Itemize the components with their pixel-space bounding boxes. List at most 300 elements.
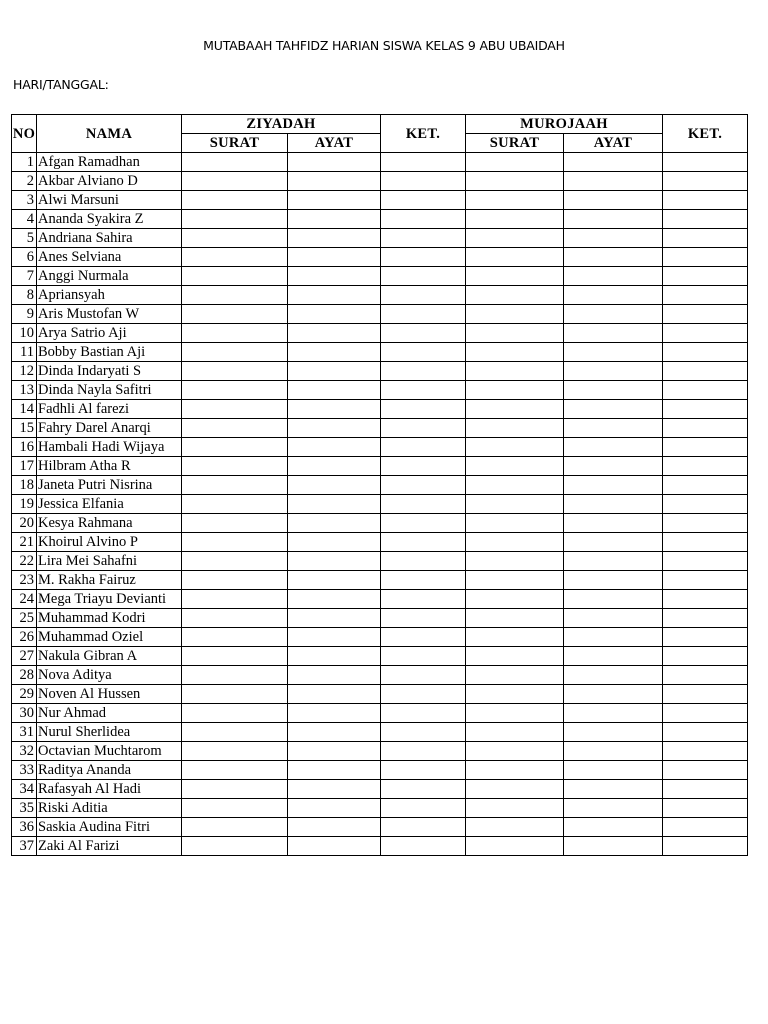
murojaah-surat-cell[interactable] bbox=[466, 343, 564, 362]
ziyadah-ayat-cell[interactable] bbox=[288, 324, 381, 343]
row-number: 22 bbox=[12, 552, 37, 571]
table-row bbox=[12, 742, 748, 761]
ziyadah-ayat-cell[interactable] bbox=[288, 837, 381, 856]
murojaah-ayat-cell[interactable] bbox=[564, 685, 663, 704]
murojaah-ket-cell[interactable] bbox=[663, 495, 748, 514]
ziyadah-surat-cell[interactable] bbox=[182, 552, 288, 571]
ziyadah-ayat-cell[interactable] bbox=[288, 400, 381, 419]
murojaah-ayat-cell[interactable] bbox=[564, 476, 663, 495]
ziyadah-ket-cell[interactable] bbox=[381, 761, 466, 780]
header-ket-murojaah: KET. bbox=[663, 115, 748, 153]
ziyadah-surat-cell[interactable] bbox=[182, 248, 288, 267]
murojaah-ket-cell[interactable] bbox=[663, 742, 748, 761]
murojaah-ket-cell[interactable] bbox=[663, 229, 748, 248]
ziyadah-ayat-cell[interactable] bbox=[288, 476, 381, 495]
murojaah-ket-cell[interactable] bbox=[663, 191, 748, 210]
ziyadah-surat-cell[interactable] bbox=[182, 400, 288, 419]
student-name: Dinda Nayla Safitri bbox=[37, 381, 182, 400]
murojaah-ayat-cell[interactable] bbox=[564, 704, 663, 723]
murojaah-ket-cell[interactable] bbox=[663, 457, 748, 476]
murojaah-surat-cell[interactable] bbox=[466, 495, 564, 514]
student-name: Nur Ahmad bbox=[37, 704, 182, 723]
ziyadah-ayat-cell[interactable] bbox=[288, 495, 381, 514]
ziyadah-surat-cell[interactable] bbox=[182, 362, 288, 381]
ziyadah-ayat-cell[interactable] bbox=[288, 229, 381, 248]
header-ket-ziyadah: KET. bbox=[381, 115, 466, 153]
ziyadah-ket-cell[interactable] bbox=[381, 267, 466, 286]
ziyadah-surat-cell[interactable] bbox=[182, 343, 288, 362]
murojaah-ket-cell[interactable] bbox=[663, 172, 748, 191]
header-murojaah-surat: SURAT bbox=[466, 134, 564, 153]
ziyadah-ayat-cell[interactable] bbox=[288, 704, 381, 723]
murojaah-ayat-cell[interactable] bbox=[564, 647, 663, 666]
murojaah-surat-cell[interactable] bbox=[466, 818, 564, 837]
murojaah-surat-cell[interactable] bbox=[466, 381, 564, 400]
ziyadah-surat-cell[interactable] bbox=[182, 818, 288, 837]
murojaah-ket-cell[interactable] bbox=[663, 552, 748, 571]
student-name: Rafasyah Al Hadi bbox=[37, 780, 182, 799]
murojaah-surat-cell[interactable] bbox=[466, 647, 564, 666]
row-number: 15 bbox=[12, 419, 37, 438]
table-row bbox=[12, 286, 748, 305]
ziyadah-ket-cell[interactable] bbox=[381, 742, 466, 761]
murojaah-surat-cell[interactable] bbox=[466, 153, 564, 172]
ziyadah-ayat-cell[interactable] bbox=[288, 381, 381, 400]
table-row bbox=[12, 324, 748, 343]
murojaah-surat-cell[interactable] bbox=[466, 210, 564, 229]
student-name: Raditya Ananda bbox=[37, 761, 182, 780]
ziyadah-ayat-cell[interactable] bbox=[288, 723, 381, 742]
murojaah-ayat-cell[interactable] bbox=[564, 590, 663, 609]
ziyadah-ayat-cell[interactable] bbox=[288, 609, 381, 628]
murojaah-surat-cell[interactable] bbox=[466, 305, 564, 324]
student-name: Nurul Sherlidea bbox=[37, 723, 182, 742]
murojaah-ket-cell[interactable] bbox=[663, 248, 748, 267]
murojaah-ayat-cell[interactable] bbox=[564, 286, 663, 305]
ziyadah-ayat-cell[interactable] bbox=[288, 552, 381, 571]
table-row bbox=[12, 438, 748, 457]
ziyadah-ket-cell[interactable] bbox=[381, 780, 466, 799]
murojaah-ket-cell[interactable] bbox=[663, 438, 748, 457]
ziyadah-surat-cell[interactable] bbox=[182, 780, 288, 799]
murojaah-ayat-cell[interactable] bbox=[564, 799, 663, 818]
ziyadah-ayat-cell[interactable] bbox=[288, 191, 381, 210]
murojaah-surat-cell[interactable] bbox=[466, 286, 564, 305]
ziyadah-ayat-cell[interactable] bbox=[288, 647, 381, 666]
ziyadah-surat-cell[interactable] bbox=[182, 438, 288, 457]
ziyadah-surat-cell[interactable] bbox=[182, 324, 288, 343]
ziyadah-ket-cell[interactable] bbox=[381, 172, 466, 191]
row-number: 24 bbox=[12, 590, 37, 609]
murojaah-ayat-cell[interactable] bbox=[564, 818, 663, 837]
murojaah-ket-cell[interactable] bbox=[663, 324, 748, 343]
table-row bbox=[12, 666, 748, 685]
table-row bbox=[12, 267, 748, 286]
murojaah-surat-cell[interactable] bbox=[466, 172, 564, 191]
ziyadah-surat-cell[interactable] bbox=[182, 628, 288, 647]
ziyadah-ket-cell[interactable] bbox=[381, 723, 466, 742]
ziyadah-surat-cell[interactable] bbox=[182, 153, 288, 172]
murojaah-ket-cell[interactable] bbox=[663, 153, 748, 172]
murojaah-ket-cell[interactable] bbox=[663, 362, 748, 381]
row-number: 1 bbox=[12, 153, 37, 172]
murojaah-ayat-cell[interactable] bbox=[564, 837, 663, 856]
murojaah-ket-cell[interactable] bbox=[663, 837, 748, 856]
ziyadah-surat-cell[interactable] bbox=[182, 229, 288, 248]
student-name: Anes Selviana bbox=[37, 248, 182, 267]
murojaah-ket-cell[interactable] bbox=[663, 381, 748, 400]
student-name: Zaki Al Farizi bbox=[37, 837, 182, 856]
murojaah-ayat-cell[interactable] bbox=[564, 400, 663, 419]
ziyadah-ayat-cell[interactable] bbox=[288, 248, 381, 267]
ziyadah-ayat-cell[interactable] bbox=[288, 685, 381, 704]
table-row bbox=[12, 381, 748, 400]
murojaah-ket-cell[interactable] bbox=[663, 780, 748, 799]
student-name: Nova Aditya bbox=[37, 666, 182, 685]
ziyadah-ket-cell[interactable] bbox=[381, 704, 466, 723]
ziyadah-surat-cell[interactable] bbox=[182, 286, 288, 305]
ziyadah-ayat-cell[interactable] bbox=[288, 742, 381, 761]
murojaah-ket-cell[interactable] bbox=[663, 286, 748, 305]
ziyadah-surat-cell[interactable] bbox=[182, 305, 288, 324]
ziyadah-surat-cell[interactable] bbox=[182, 761, 288, 780]
murojaah-surat-cell[interactable] bbox=[466, 362, 564, 381]
murojaah-ket-cell[interactable] bbox=[663, 419, 748, 438]
row-number: 16 bbox=[12, 438, 37, 457]
table-row bbox=[12, 761, 748, 780]
murojaah-ayat-cell[interactable] bbox=[564, 305, 663, 324]
murojaah-ayat-cell[interactable] bbox=[564, 742, 663, 761]
table-row bbox=[12, 457, 748, 476]
ziyadah-surat-cell[interactable] bbox=[182, 609, 288, 628]
murojaah-ayat-cell[interactable] bbox=[564, 780, 663, 799]
murojaah-surat-cell[interactable] bbox=[466, 552, 564, 571]
murojaah-ayat-cell[interactable] bbox=[564, 153, 663, 172]
murojaah-ket-cell[interactable] bbox=[663, 704, 748, 723]
murojaah-surat-cell[interactable] bbox=[466, 419, 564, 438]
student-name: Nakula Gibran A bbox=[37, 647, 182, 666]
table-row bbox=[12, 514, 748, 533]
ziyadah-ayat-cell[interactable] bbox=[288, 818, 381, 837]
table-row bbox=[12, 609, 748, 628]
murojaah-ket-cell[interactable] bbox=[663, 343, 748, 362]
ziyadah-surat-cell[interactable] bbox=[182, 381, 288, 400]
row-number: 33 bbox=[12, 761, 37, 780]
ziyadah-ayat-cell[interactable] bbox=[288, 514, 381, 533]
ziyadah-surat-cell[interactable] bbox=[182, 191, 288, 210]
murojaah-surat-cell[interactable] bbox=[466, 476, 564, 495]
row-number: 3 bbox=[12, 191, 37, 210]
ziyadah-ket-cell[interactable] bbox=[381, 305, 466, 324]
ziyadah-ket-cell[interactable] bbox=[381, 400, 466, 419]
ziyadah-ket-cell[interactable] bbox=[381, 799, 466, 818]
student-name: Janeta Putri Nisrina bbox=[37, 476, 182, 495]
murojaah-ket-cell[interactable] bbox=[663, 476, 748, 495]
murojaah-ket-cell[interactable] bbox=[663, 571, 748, 590]
table-row bbox=[12, 723, 748, 742]
ziyadah-ket-cell[interactable] bbox=[381, 666, 466, 685]
ziyadah-surat-cell[interactable] bbox=[182, 571, 288, 590]
student-name: Ananda Syakira Z bbox=[37, 210, 182, 229]
ziyadah-surat-cell[interactable] bbox=[182, 210, 288, 229]
ziyadah-ket-cell[interactable] bbox=[381, 229, 466, 248]
murojaah-surat-cell[interactable] bbox=[466, 533, 564, 552]
murojaah-surat-cell[interactable] bbox=[466, 780, 564, 799]
student-name: Afgan Ramadhan bbox=[37, 153, 182, 172]
ziyadah-ket-cell[interactable] bbox=[381, 609, 466, 628]
murojaah-ket-cell[interactable] bbox=[663, 647, 748, 666]
student-name: Muhammad Kodri bbox=[37, 609, 182, 628]
ziyadah-ayat-cell[interactable] bbox=[288, 153, 381, 172]
murojaah-surat-cell[interactable] bbox=[466, 267, 564, 286]
table-row bbox=[12, 248, 748, 267]
ziyadah-surat-cell[interactable] bbox=[182, 476, 288, 495]
ziyadah-ket-cell[interactable] bbox=[381, 476, 466, 495]
ziyadah-ayat-cell[interactable] bbox=[288, 628, 381, 647]
ziyadah-surat-cell[interactable] bbox=[182, 666, 288, 685]
ziyadah-surat-cell[interactable] bbox=[182, 799, 288, 818]
table-row bbox=[12, 818, 748, 837]
murojaah-ayat-cell[interactable] bbox=[564, 533, 663, 552]
row-number: 14 bbox=[12, 400, 37, 419]
murojaah-ayat-cell[interactable] bbox=[564, 571, 663, 590]
murojaah-ayat-cell[interactable] bbox=[564, 723, 663, 742]
ziyadah-ket-cell[interactable] bbox=[381, 419, 466, 438]
murojaah-ayat-cell[interactable] bbox=[564, 229, 663, 248]
row-number: 37 bbox=[12, 837, 37, 856]
student-name: M. Rakha Fairuz bbox=[37, 571, 182, 590]
murojaah-ket-cell[interactable] bbox=[663, 609, 748, 628]
ziyadah-ket-cell[interactable] bbox=[381, 438, 466, 457]
ziyadah-surat-cell[interactable] bbox=[182, 495, 288, 514]
attendance-table bbox=[11, 114, 748, 856]
murojaah-surat-cell[interactable] bbox=[466, 609, 564, 628]
ziyadah-ket-cell[interactable] bbox=[381, 153, 466, 172]
student-name: Anggi Nurmala bbox=[37, 267, 182, 286]
murojaah-ayat-cell[interactable] bbox=[564, 343, 663, 362]
row-number: 35 bbox=[12, 799, 37, 818]
murojaah-ket-cell[interactable] bbox=[663, 267, 748, 286]
student-name: Lira Mei Sahafni bbox=[37, 552, 182, 571]
murojaah-ket-cell[interactable] bbox=[663, 799, 748, 818]
ziyadah-ket-cell[interactable] bbox=[381, 343, 466, 362]
student-name: Hilbram Atha R bbox=[37, 457, 182, 476]
table-row bbox=[12, 476, 748, 495]
table-row bbox=[12, 837, 748, 856]
ziyadah-ayat-cell[interactable] bbox=[288, 172, 381, 191]
murojaah-ayat-cell[interactable] bbox=[564, 419, 663, 438]
murojaah-surat-cell[interactable] bbox=[466, 723, 564, 742]
ziyadah-ket-cell[interactable] bbox=[381, 552, 466, 571]
ziyadah-surat-cell[interactable] bbox=[182, 419, 288, 438]
table-row bbox=[12, 495, 748, 514]
table-row bbox=[12, 172, 748, 191]
ziyadah-ayat-cell[interactable] bbox=[288, 286, 381, 305]
ziyadah-ket-cell[interactable] bbox=[381, 818, 466, 837]
murojaah-surat-cell[interactable] bbox=[466, 742, 564, 761]
murojaah-surat-cell[interactable] bbox=[466, 248, 564, 267]
student-name: Aris Mustofan W bbox=[37, 305, 182, 324]
murojaah-ayat-cell[interactable] bbox=[564, 324, 663, 343]
murojaah-surat-cell[interactable] bbox=[466, 799, 564, 818]
murojaah-ayat-cell[interactable] bbox=[564, 267, 663, 286]
murojaah-ayat-cell[interactable] bbox=[564, 666, 663, 685]
murojaah-surat-cell[interactable] bbox=[466, 229, 564, 248]
ziyadah-ket-cell[interactable] bbox=[381, 571, 466, 590]
murojaah-ket-cell[interactable] bbox=[663, 514, 748, 533]
student-name: Khoirul Alvino P bbox=[37, 533, 182, 552]
ziyadah-surat-cell[interactable] bbox=[182, 533, 288, 552]
ziyadah-ket-cell[interactable] bbox=[381, 248, 466, 267]
ziyadah-ayat-cell[interactable] bbox=[288, 438, 381, 457]
ziyadah-surat-cell[interactable] bbox=[182, 457, 288, 476]
murojaah-surat-cell[interactable] bbox=[466, 191, 564, 210]
ziyadah-ket-cell[interactable] bbox=[381, 628, 466, 647]
murojaah-ket-cell[interactable] bbox=[663, 761, 748, 780]
ziyadah-ayat-cell[interactable] bbox=[288, 571, 381, 590]
murojaah-ket-cell[interactable] bbox=[663, 818, 748, 837]
ziyadah-ket-cell[interactable] bbox=[381, 381, 466, 400]
murojaah-ayat-cell[interactable] bbox=[564, 609, 663, 628]
row-number: 21 bbox=[12, 533, 37, 552]
ziyadah-ayat-cell[interactable] bbox=[288, 267, 381, 286]
murojaah-ayat-cell[interactable] bbox=[564, 457, 663, 476]
table-row bbox=[12, 799, 748, 818]
table-row bbox=[12, 229, 748, 248]
ziyadah-surat-cell[interactable] bbox=[182, 742, 288, 761]
murojaah-ket-cell[interactable] bbox=[663, 628, 748, 647]
ziyadah-ket-cell[interactable] bbox=[381, 324, 466, 343]
student-name: Bobby Bastian Aji bbox=[37, 343, 182, 362]
ziyadah-surat-cell[interactable] bbox=[182, 172, 288, 191]
row-number: 9 bbox=[12, 305, 37, 324]
ziyadah-ket-cell[interactable] bbox=[381, 590, 466, 609]
ziyadah-ket-cell[interactable] bbox=[381, 457, 466, 476]
student-name: Fahry Darel Anarqi bbox=[37, 419, 182, 438]
murojaah-ayat-cell[interactable] bbox=[564, 362, 663, 381]
row-number: 20 bbox=[12, 514, 37, 533]
ziyadah-ayat-cell[interactable] bbox=[288, 799, 381, 818]
ziyadah-ayat-cell[interactable] bbox=[288, 761, 381, 780]
murojaah-ket-cell[interactable] bbox=[663, 590, 748, 609]
murojaah-ket-cell[interactable] bbox=[663, 533, 748, 552]
murojaah-ket-cell[interactable] bbox=[663, 685, 748, 704]
header-no: NO bbox=[12, 115, 37, 153]
row-number: 8 bbox=[12, 286, 37, 305]
ziyadah-surat-cell[interactable] bbox=[182, 267, 288, 286]
ziyadah-ayat-cell[interactable] bbox=[288, 343, 381, 362]
ziyadah-surat-cell[interactable] bbox=[182, 704, 288, 723]
table-row bbox=[12, 533, 748, 552]
murojaah-surat-cell[interactable] bbox=[466, 666, 564, 685]
ziyadah-ket-cell[interactable] bbox=[381, 495, 466, 514]
murojaah-ayat-cell[interactable] bbox=[564, 210, 663, 229]
ziyadah-ket-cell[interactable] bbox=[381, 191, 466, 210]
murojaah-ayat-cell[interactable] bbox=[564, 248, 663, 267]
murojaah-ayat-cell[interactable] bbox=[564, 514, 663, 533]
student-name: Akbar Alviano D bbox=[37, 172, 182, 191]
row-number: 13 bbox=[12, 381, 37, 400]
murojaah-surat-cell[interactable] bbox=[466, 571, 564, 590]
student-name: Riski Aditia bbox=[37, 799, 182, 818]
murojaah-ket-cell[interactable] bbox=[663, 723, 748, 742]
ziyadah-ayat-cell[interactable] bbox=[288, 305, 381, 324]
murojaah-ayat-cell[interactable] bbox=[564, 552, 663, 571]
murojaah-ayat-cell[interactable] bbox=[564, 438, 663, 457]
murojaah-ket-cell[interactable] bbox=[663, 400, 748, 419]
murojaah-surat-cell[interactable] bbox=[466, 628, 564, 647]
row-number: 2 bbox=[12, 172, 37, 191]
ziyadah-ayat-cell[interactable] bbox=[288, 362, 381, 381]
murojaah-ket-cell[interactable] bbox=[663, 666, 748, 685]
murojaah-surat-cell[interactable] bbox=[466, 704, 564, 723]
murojaah-surat-cell[interactable] bbox=[466, 324, 564, 343]
row-number: 31 bbox=[12, 723, 37, 742]
ziyadah-ket-cell[interactable] bbox=[381, 685, 466, 704]
row-number: 28 bbox=[12, 666, 37, 685]
murojaah-surat-cell[interactable] bbox=[466, 514, 564, 533]
row-number: 23 bbox=[12, 571, 37, 590]
ziyadah-ayat-cell[interactable] bbox=[288, 590, 381, 609]
ziyadah-ket-cell[interactable] bbox=[381, 514, 466, 533]
ziyadah-ket-cell[interactable] bbox=[381, 286, 466, 305]
header-nama: NAMA bbox=[37, 115, 182, 153]
murojaah-ayat-cell[interactable] bbox=[564, 628, 663, 647]
murojaah-surat-cell[interactable] bbox=[466, 685, 564, 704]
ziyadah-ayat-cell[interactable] bbox=[288, 666, 381, 685]
ziyadah-surat-cell[interactable] bbox=[182, 647, 288, 666]
murojaah-surat-cell[interactable] bbox=[466, 400, 564, 419]
ziyadah-ayat-cell[interactable] bbox=[288, 533, 381, 552]
murojaah-ket-cell[interactable] bbox=[663, 305, 748, 324]
ziyadah-ket-cell[interactable] bbox=[381, 210, 466, 229]
murojaah-ket-cell[interactable] bbox=[663, 210, 748, 229]
table-row bbox=[12, 590, 748, 609]
table-row bbox=[12, 305, 748, 324]
row-number: 26 bbox=[12, 628, 37, 647]
ziyadah-ket-cell[interactable] bbox=[381, 362, 466, 381]
ziyadah-ket-cell[interactable] bbox=[381, 837, 466, 856]
ziyadah-surat-cell[interactable] bbox=[182, 514, 288, 533]
ziyadah-ket-cell[interactable] bbox=[381, 533, 466, 552]
row-number: 5 bbox=[12, 229, 37, 248]
murojaah-ayat-cell[interactable] bbox=[564, 191, 663, 210]
murojaah-ayat-cell[interactable] bbox=[564, 172, 663, 191]
student-name: Dinda Indaryati S bbox=[37, 362, 182, 381]
ziyadah-surat-cell[interactable] bbox=[182, 723, 288, 742]
ziyadah-ayat-cell[interactable] bbox=[288, 419, 381, 438]
student-name: Alwi Marsuni bbox=[37, 191, 182, 210]
murojaah-surat-cell[interactable] bbox=[466, 438, 564, 457]
murojaah-ayat-cell[interactable] bbox=[564, 381, 663, 400]
murojaah-surat-cell[interactable] bbox=[466, 837, 564, 856]
header-murojaah-ayat: AYAT bbox=[564, 134, 663, 153]
murojaah-surat-cell[interactable] bbox=[466, 457, 564, 476]
murojaah-surat-cell[interactable] bbox=[466, 590, 564, 609]
table-row bbox=[12, 780, 748, 799]
murojaah-ayat-cell[interactable] bbox=[564, 761, 663, 780]
murojaah-ayat-cell[interactable] bbox=[564, 495, 663, 514]
ziyadah-ayat-cell[interactable] bbox=[288, 210, 381, 229]
ziyadah-surat-cell[interactable] bbox=[182, 837, 288, 856]
table-row bbox=[12, 153, 748, 172]
murojaah-surat-cell[interactable] bbox=[466, 761, 564, 780]
ziyadah-ayat-cell[interactable] bbox=[288, 780, 381, 799]
ziyadah-surat-cell[interactable] bbox=[182, 590, 288, 609]
ziyadah-ayat-cell[interactable] bbox=[288, 457, 381, 476]
ziyadah-ket-cell[interactable] bbox=[381, 647, 466, 666]
ziyadah-surat-cell[interactable] bbox=[182, 685, 288, 704]
